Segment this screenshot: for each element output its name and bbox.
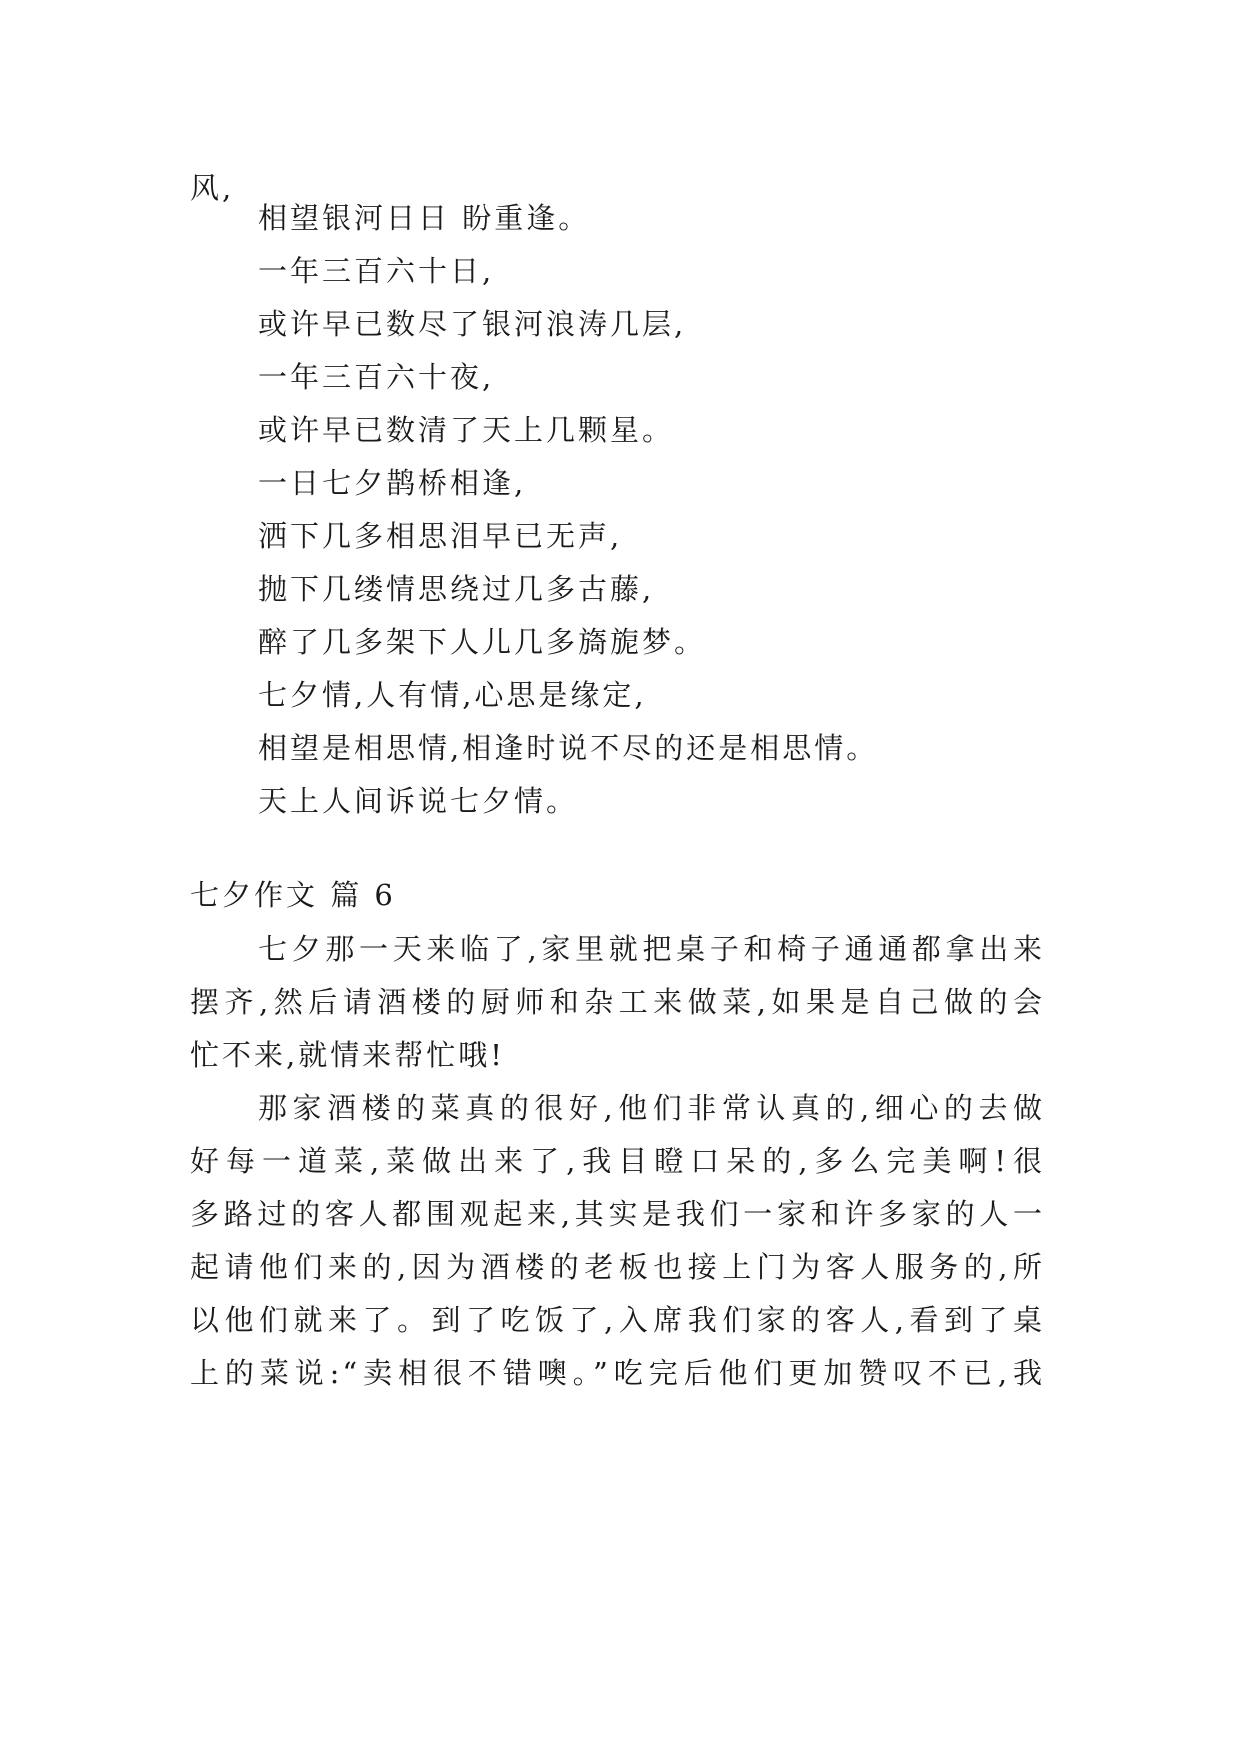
poem-line: 一年三百六十日, xyxy=(258,254,495,288)
poem-line: 相望银河日日 盼重逢。 xyxy=(258,201,591,235)
paragraph-line: 多路过的客人都围观起来,其实是我们一家和许多家的人一 xyxy=(190,1197,1045,1231)
poem-line: 一年三百六十夜, xyxy=(258,360,495,394)
poem-line: 或许早已数尽了银河浪涛几层, xyxy=(258,307,687,341)
poem-line: 相望是相思情,相逢时说不尽的还是相思情。 xyxy=(258,731,879,765)
paragraph-line: 忙不来,就情来帮忙哦! xyxy=(190,1038,505,1072)
paragraph-line: 上的菜说:“卖相很不错噢。”吃完后他们更加赞叹不已,我 xyxy=(190,1356,1045,1390)
poem-line: 七夕情,人有情,心思是缘定, xyxy=(258,678,647,712)
section-heading: 七夕作文 篇 6 xyxy=(190,878,396,912)
poem-line: 天上人间诉说七夕情。 xyxy=(258,784,579,818)
paragraph-line: 以他们就来了。到了吃饭了,入席我们家的客人,看到了桌 xyxy=(190,1303,1045,1337)
paragraph-line: 好每一道菜,菜做出来了,我目瞪口呆的,多么完美啊!很 xyxy=(190,1144,1045,1178)
paragraph-line: 起请他们来的,因为酒楼的老板也接上门为客人服务的,所 xyxy=(190,1250,1045,1284)
poem-opening-fragment: 风, xyxy=(190,171,235,205)
poem-line: 洒下几多相思泪早已无声, xyxy=(258,519,623,553)
paragraph-line: 七夕那一天来临了,家里就把桌子和椅子通通都拿出来 xyxy=(258,932,1045,966)
poem-line: 一日七夕鹊桥相逢, xyxy=(258,466,527,500)
poem-line: 或许早已数清了天上几颗星。 xyxy=(258,413,675,447)
poem-line: 抛下几缕情思绕过几多古藤, xyxy=(258,572,655,606)
poem-line: 醉了几多架下人儿几多旖旎梦。 xyxy=(258,625,707,659)
paragraph-line: 摆齐,然后请酒楼的厨师和杂工来做菜,如果是自己做的会 xyxy=(190,985,1045,1019)
paragraph-line: 那家酒楼的菜真的很好,他们非常认真的,细心的去做 xyxy=(258,1091,1045,1125)
